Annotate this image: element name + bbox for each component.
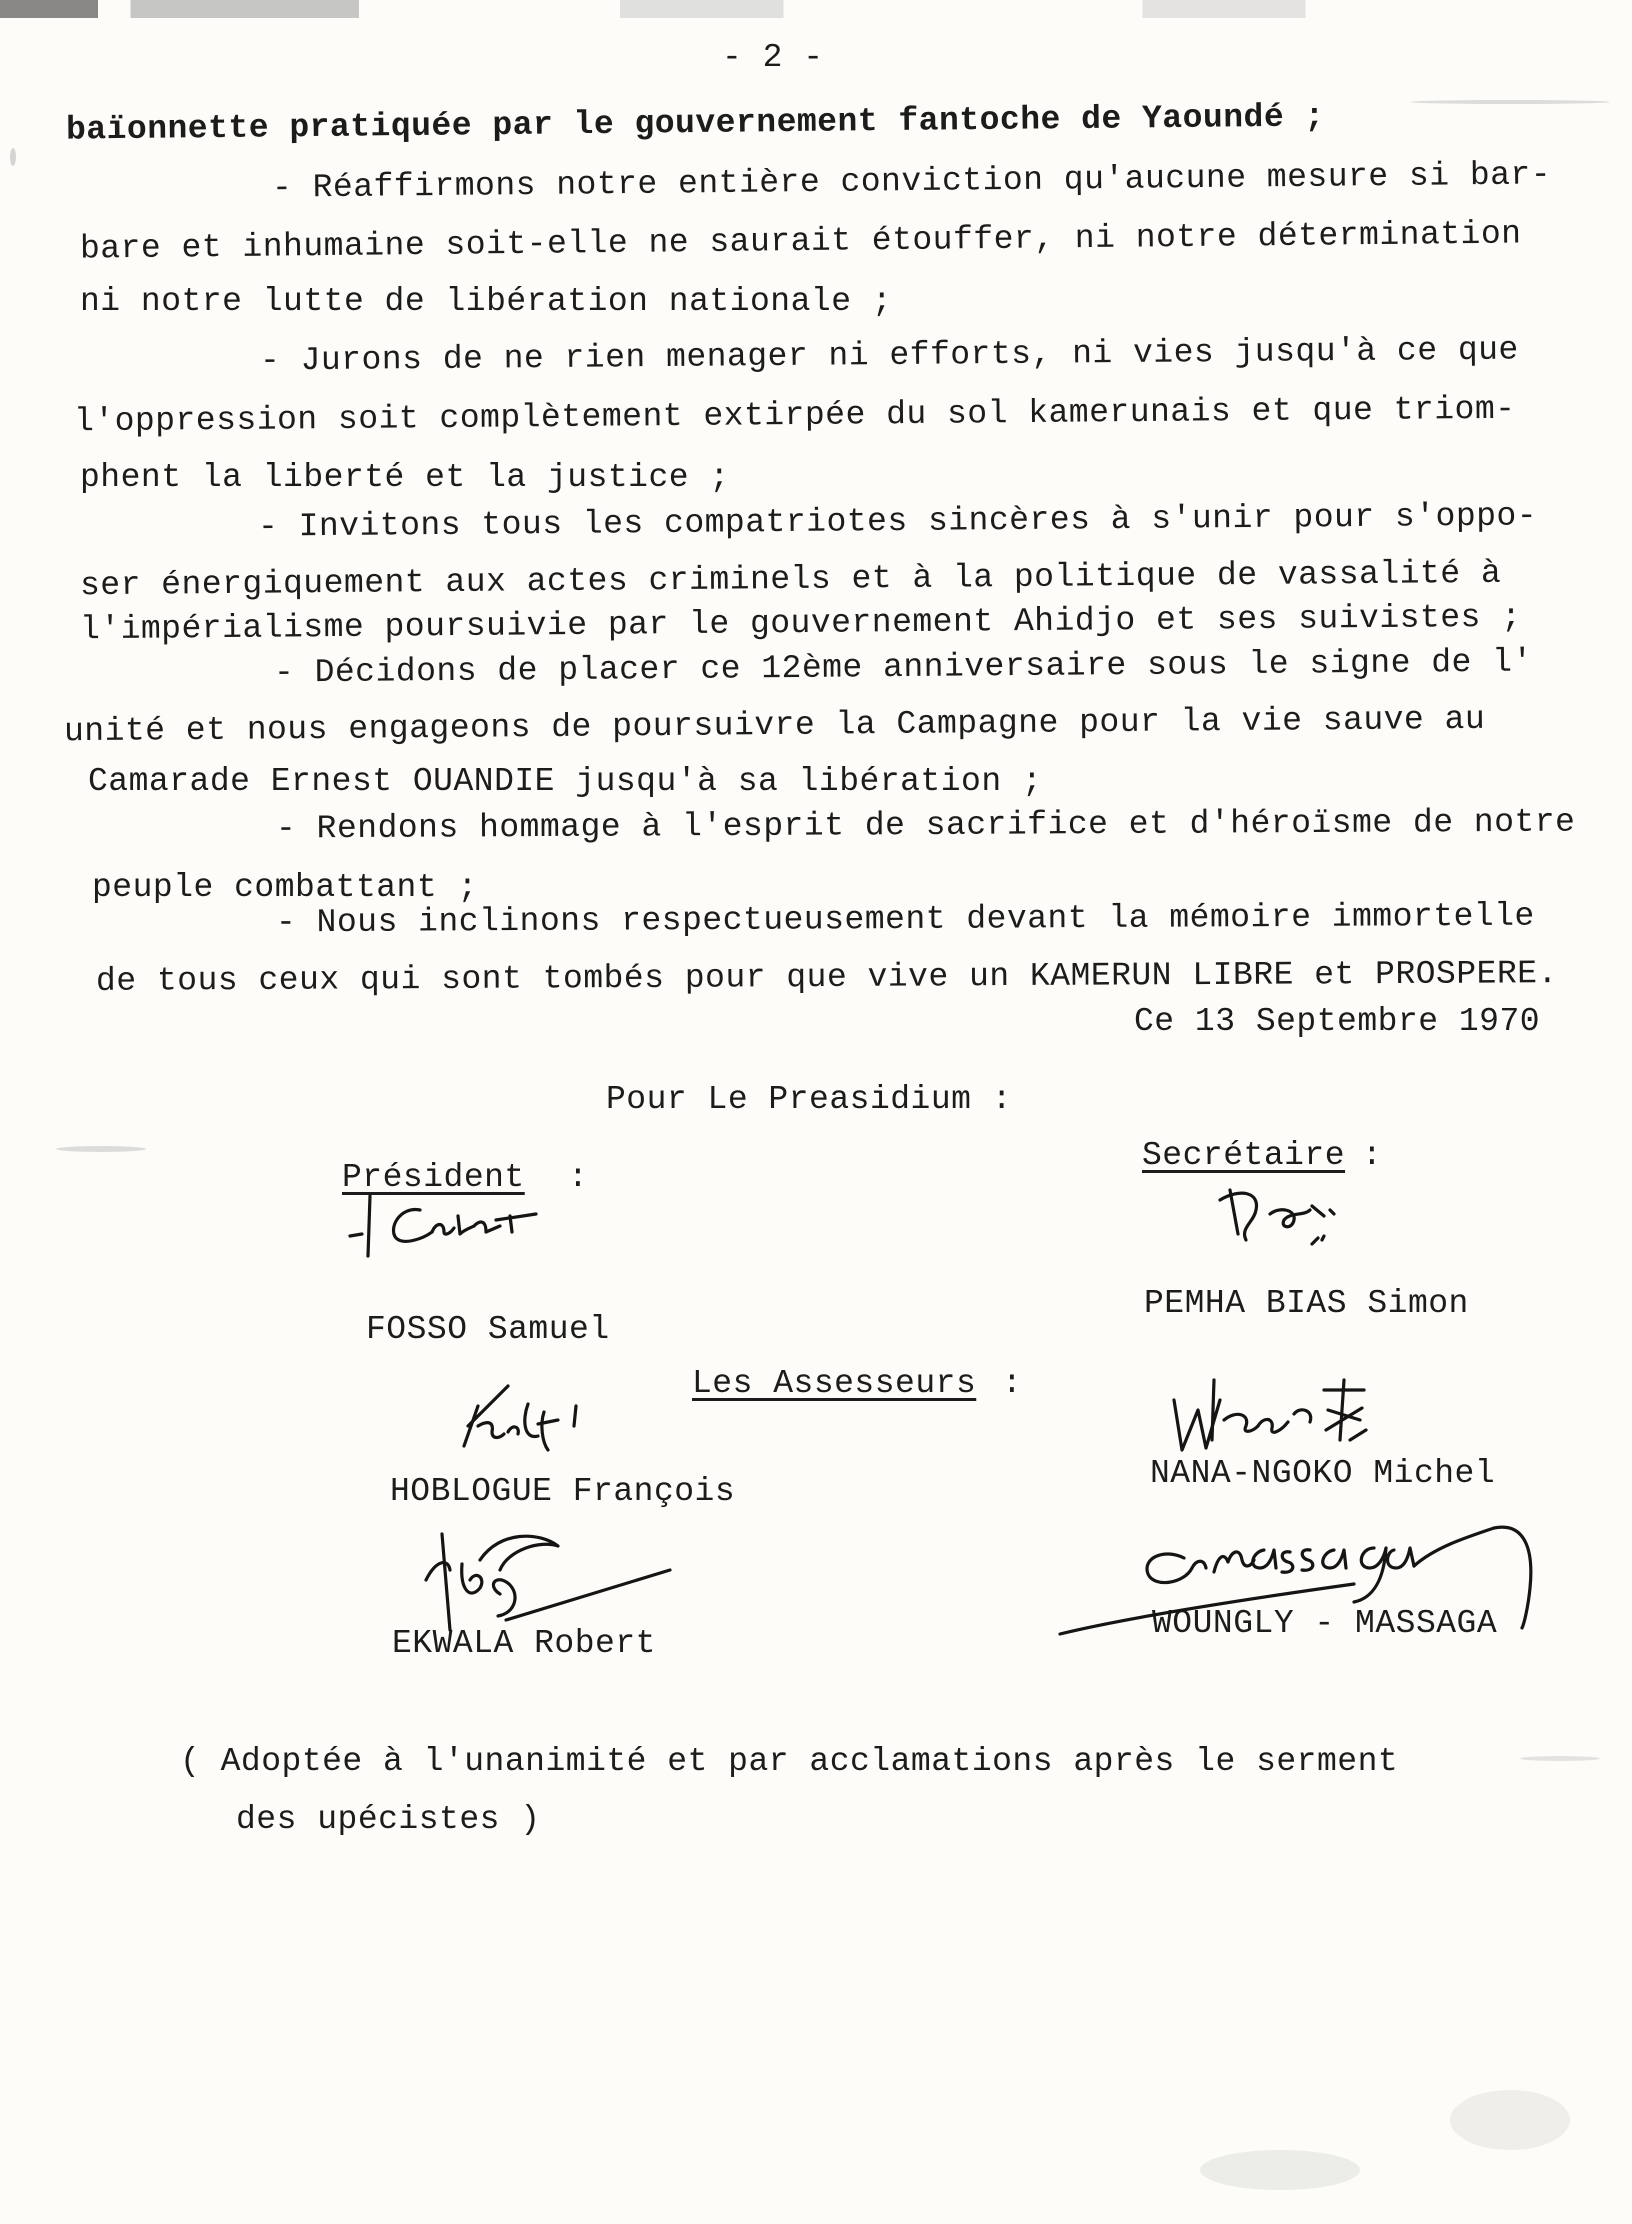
text-line-17: de tous ceux qui sont tombés pour que vive un KAMERUN LIBRE et PROSPERE. xyxy=(95,955,1558,1000)
date-line: Ce 13 Septembre 1970 xyxy=(1134,1003,1541,1040)
scan-speck xyxy=(10,148,16,166)
pemha-name: PEMHA BIAS Simon xyxy=(1144,1285,1469,1322)
text-line-16: - Nous inclinons respectueusement devant la mémoire immortelle xyxy=(275,897,1535,942)
page-number: - 2 - xyxy=(722,39,824,76)
text-line-12: unité et nous engageons de poursuivre la Campagne pour la vie sauve au xyxy=(63,700,1486,751)
text-line-4: ni notre lutte de libération nationale ; xyxy=(80,283,893,320)
text-line-8: - Invitons tous les compatriotes sincères à s'unir pour s'oppo- xyxy=(257,497,1538,546)
hoblogue-signature xyxy=(448,1376,608,1466)
text-line-5: - Jurons de ne rien menager ni efforts, ni vies jusqu'à ce que xyxy=(259,331,1519,380)
text-line-11: - Décidons de placer ce 12ème anniversaire sous le signe de l' xyxy=(273,643,1533,692)
scan-top-edge xyxy=(0,0,1632,18)
pour-le-preasidium: Pour Le Preasidium : xyxy=(606,1081,1013,1118)
text-line-2: - Réaffirmons notre entière conviction qu'aucune mesure si bar- xyxy=(271,156,1552,207)
text-line-10: l'impérialisme poursuivie par le gouvernement Ahidjo et ses suivistes ; xyxy=(79,598,1522,649)
text-line-6: l'oppression soit complètement extirpée du sol kamerunais et que triom- xyxy=(73,390,1516,441)
ekwala-signature xyxy=(390,1520,690,1650)
woungly-massaga-signature xyxy=(1054,1488,1544,1638)
text-line-14: - Rendons hommage à l'esprit de sacrifice et d'héroïsme de notre xyxy=(275,803,1576,848)
footer-line-1: ( Adoptée à l'unanimité et par acclamations après le serment xyxy=(180,1743,1399,1780)
scan-speck xyxy=(56,1146,146,1152)
nana-name: NANA-NGOKO Michel xyxy=(1150,1455,1496,1492)
hoblogue-name: HOBLOGUE François xyxy=(390,1473,736,1510)
president-colon: : xyxy=(568,1159,589,1196)
assesseurs-colon: : xyxy=(1002,1365,1023,1402)
scan-speck xyxy=(1200,2150,1360,2190)
nana-ngoko-signature xyxy=(1154,1360,1414,1460)
footer-line-2: des upécistes ) xyxy=(236,1801,541,1838)
scan-speck xyxy=(1410,100,1610,104)
text-line-9: ser énergiquement aux actes criminels et à la politique de vassalité à xyxy=(79,554,1502,605)
fosso-name: FOSSO Samuel xyxy=(366,1311,610,1348)
woungly-name: WOUNGLY - MASSAGA xyxy=(1152,1605,1498,1642)
scan-speck xyxy=(1450,2090,1570,2150)
scan-speck xyxy=(1520,1756,1600,1761)
president-signature xyxy=(340,1176,570,1266)
president-label: Président xyxy=(342,1159,525,1196)
text-line-15: peuple combattant ; xyxy=(92,869,478,906)
text-line-1: baïonnette pratiquée par le gouvernement fantoche de Yaoundé ; xyxy=(65,98,1325,149)
text-line-7: phent la liberté et la justice ; xyxy=(80,459,730,496)
text-line-3: bare et inhumaine soit-elle ne saurait étouffer, ni notre détermination xyxy=(79,215,1522,268)
assesseurs-label: Les Assesseurs xyxy=(692,1365,977,1402)
secretaire-label: Secrétaire xyxy=(1142,1137,1346,1174)
secretaire-signature xyxy=(1200,1170,1380,1260)
ekwala-name: EKWALA Robert xyxy=(392,1625,656,1662)
text-line-13: Camarade Ernest OUANDIE jusqu'à sa libération ; xyxy=(88,763,1043,800)
secretaire-colon: : xyxy=(1362,1137,1383,1174)
